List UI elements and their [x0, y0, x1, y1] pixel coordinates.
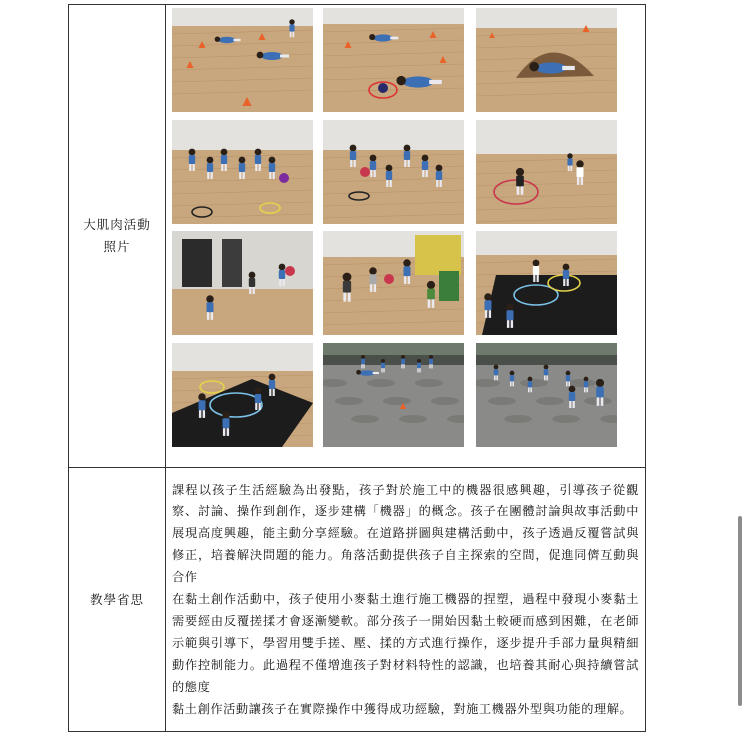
photos-row [69, 5, 646, 468]
reflection-row [69, 468, 646, 732]
photos-label-cell [69, 5, 166, 468]
activity-photo [172, 8, 313, 112]
activity-photo-image [476, 343, 617, 447]
activity-photo-image [172, 231, 313, 335]
activity-photo-image [323, 8, 464, 112]
activity-photo-image [172, 8, 313, 112]
activity-photo [323, 120, 464, 224]
reflection-paragraph-3: 黏土創作活動讓孩子在實際操作中獲得成功經驗，對施工機器外型與功能的理解。 [172, 701, 633, 716]
scrollbar-thumb[interactable] [738, 516, 742, 706]
reflection-paragraph-1: 課程以孩子生活經驗為出發點，孩子對於施工中的機器很感興趣，引導孩子從觀察、討論、操作到創作，逐步建構「機器」的概念。孩子在團體討論與故事活動中展現高度興趣，能主動分享經驗。在道路拼圖與建構活動中，孩子透過反覆嘗試與修正，培養解決問題的能力。角落活動提供孩子自主探索的空間，促進同儕互動與合作 [172, 482, 639, 585]
activity-photo-image [323, 343, 464, 447]
photo-grid [166, 5, 646, 467]
activity-photo-image [323, 120, 464, 224]
activity-photo [476, 231, 617, 335]
reflection-text [166, 479, 645, 721]
reflection-cell [166, 468, 646, 732]
activity-photo [172, 231, 313, 335]
activity-photo-image [172, 343, 313, 447]
activity-photo [323, 343, 464, 447]
activity-photo [476, 343, 617, 447]
activity-photo-image [476, 8, 617, 112]
activity-photo-image [476, 120, 617, 224]
photos-label-line2: 照片 [103, 239, 131, 254]
photos-cell [166, 5, 646, 468]
next-page-fragment [170, 738, 500, 743]
photos-label-line1: 大肌肉活動 [83, 217, 151, 232]
activity-photo [172, 343, 313, 447]
activity-photo [323, 8, 464, 112]
activity-photo [323, 231, 464, 335]
activity-photo [476, 120, 617, 224]
activity-photo [172, 120, 313, 224]
activity-table [68, 4, 646, 732]
reflection-paragraph-2: 在黏土創作活動中，孩子使用小麥黏土進行施工機器的捏塑，過程中發現小麥黏土需要經由反覆搓揉才會逐漸變軟。部分孩子一開始因黏土較硬而感到困難，在老師示範與引導下，學習用雙手搓、壓、揉的方式進行操作，逐步提升手部力量與精細動作控制能力。此過程不僅增進孩子對材料特性的認識，也培養其耐心與持續嘗試的態度 [172, 592, 639, 694]
activity-photo-image [476, 231, 617, 335]
reflection-label-cell: 教學省思 [69, 468, 166, 732]
activity-photo [476, 8, 617, 112]
activity-photo-image [323, 231, 464, 335]
activity-photo-image [172, 120, 313, 224]
